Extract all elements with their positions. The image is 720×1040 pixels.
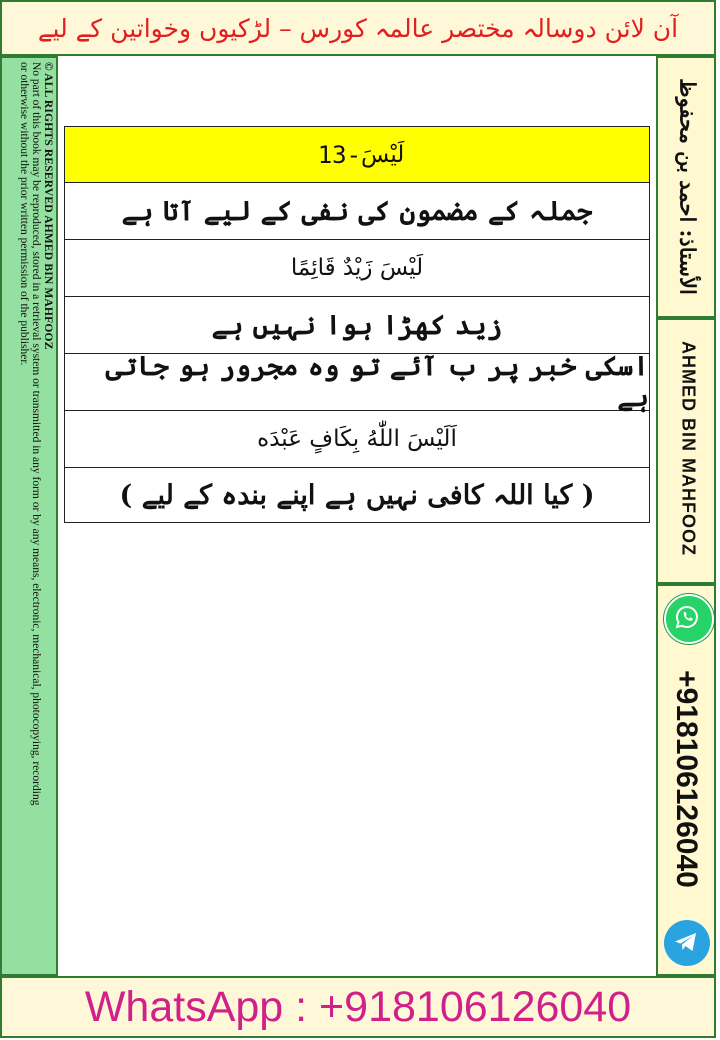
lesson-number: 13-	[317, 140, 362, 169]
lesson-word: لَيْسَ	[361, 141, 405, 168]
phone-number: +918106126040	[670, 670, 703, 888]
table-row	[65, 351, 649, 413]
copyright-line-1: No part of this book may be reproduced, stored in a retrieval system or transmitted in any form or by any means, electronic, mechanical, photocopying, recording	[30, 62, 42, 806]
row-text: لَيْسَ زَيْدٌ قَائِمًا	[290, 255, 424, 281]
copyright-text-block	[6, 62, 54, 974]
author-name-box	[656, 318, 716, 584]
row-text: ( کیا اللہ کافی نہیں ہے اپنے بندہ کے لیے )	[119, 479, 595, 511]
teacher-box	[656, 56, 716, 318]
top-banner	[0, 0, 716, 56]
row-text: جملہ کے مضمون کی نفی کے لیے آتا ہے	[121, 195, 593, 227]
contact-sidebar	[656, 56, 716, 976]
row-text: اسکی خبر پر ب آئے تو وہ مجرور ہو جاتی ہے	[105, 351, 649, 413]
teacher-name: الأستاذ: احمد بن محفوظ	[675, 78, 701, 295]
telegram-icon[interactable]	[664, 920, 710, 966]
course-title: آن لائن دوسالہ مختصر عالمہ کورس – لڑکیوں وخواتین کے لیے	[37, 13, 679, 43]
table-row	[65, 297, 649, 354]
copyright-line-2: or otherwise without the prior written permission of the publisher.	[18, 62, 30, 366]
copyright-title: © ALL RIGHTS RESERVED AHMED BIN MAHFOOZ	[42, 62, 54, 350]
lesson-heading-row	[65, 127, 649, 183]
whatsapp-contact: WhatsApp : +918106126040	[84, 982, 632, 1031]
table-row	[65, 468, 649, 523]
main-content	[58, 56, 656, 976]
copyright-strip	[0, 56, 58, 976]
row-text: زید کھڑا ہوا نہیں ہے	[211, 309, 503, 341]
phone-box	[656, 584, 716, 976]
author-name: AHMED BIN MAHFOOZ	[678, 341, 699, 556]
table-row	[65, 183, 649, 240]
table-row	[65, 240, 649, 297]
bottom-banner	[0, 976, 716, 1038]
table-row	[65, 411, 649, 468]
lesson-table	[64, 126, 650, 523]
row-text: اَلَيْسَ اللّٰهُ بِكَافٍ عَبْدَه	[257, 426, 457, 452]
